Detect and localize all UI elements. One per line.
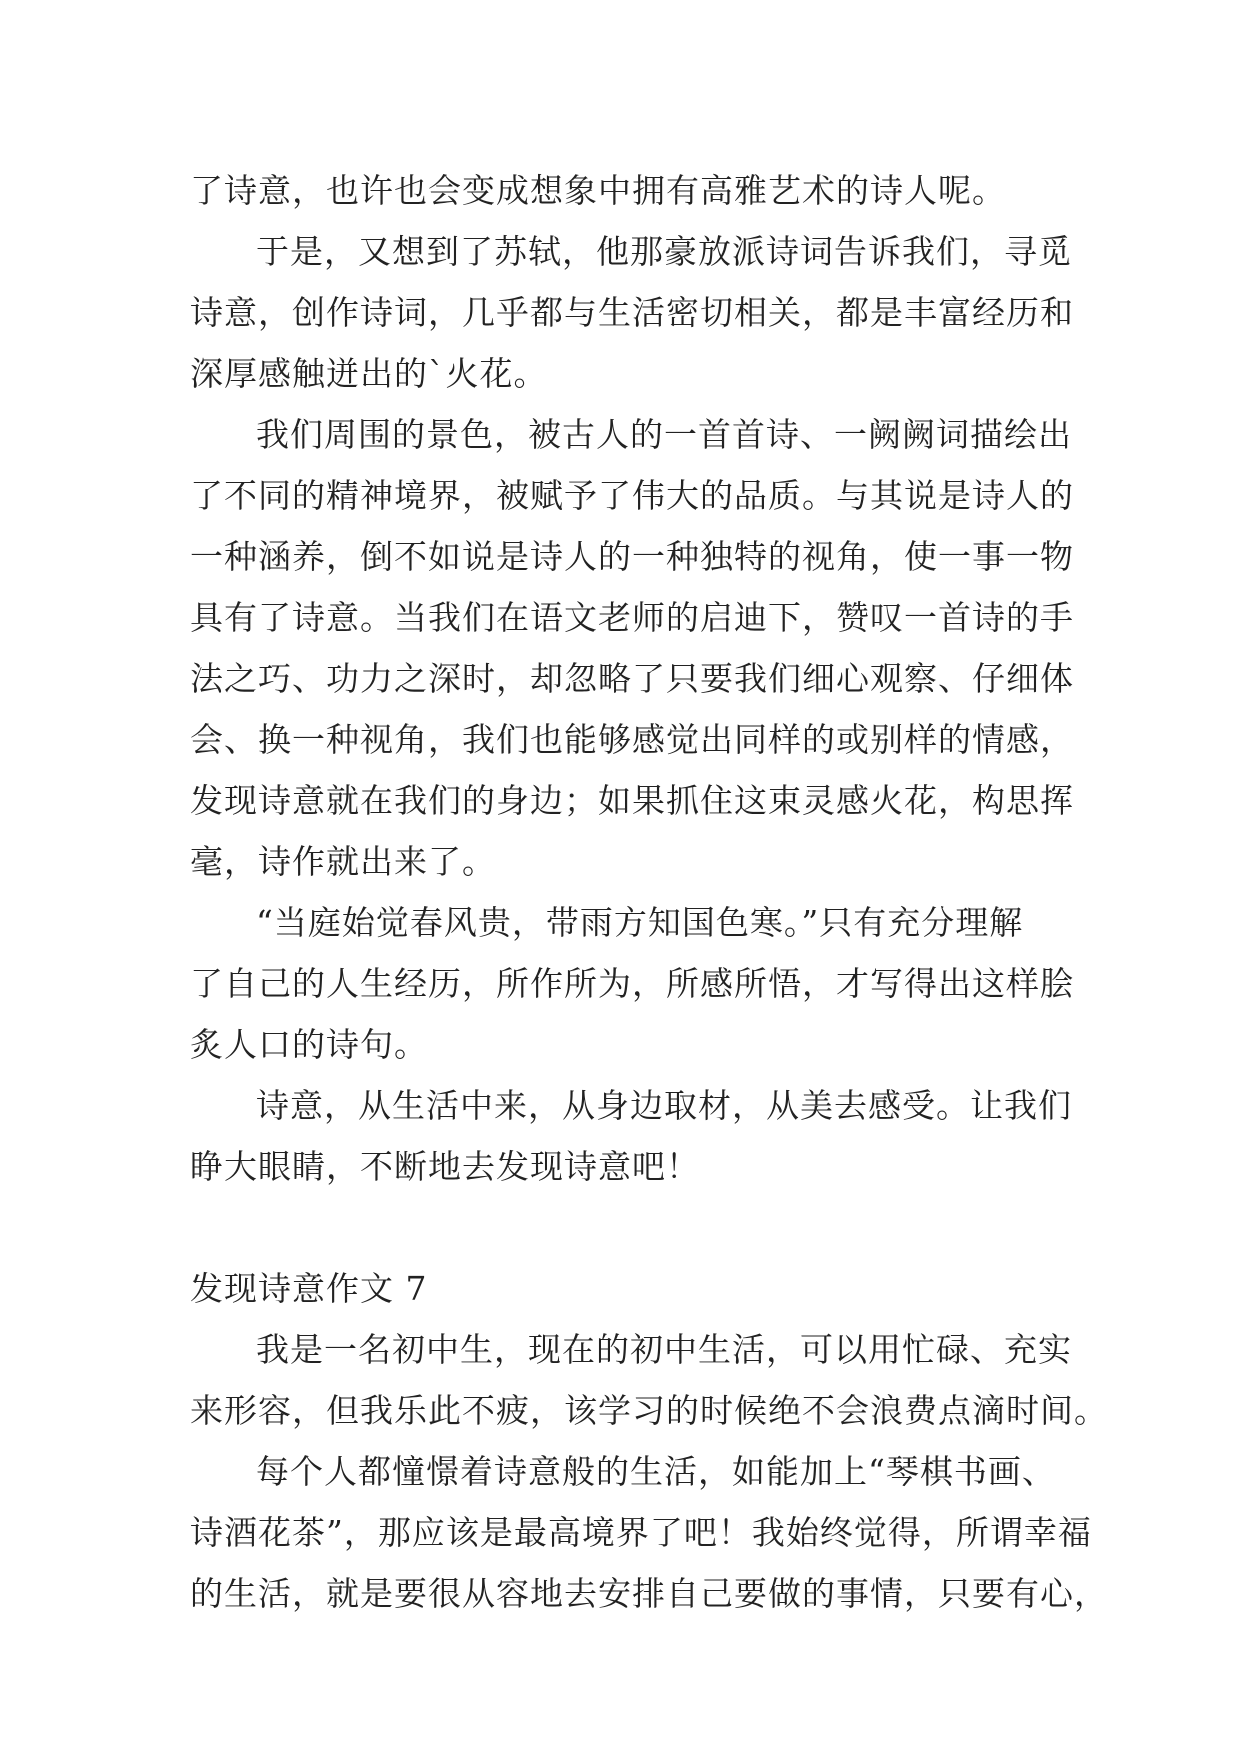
text-line: 诗酒花茶”，那应该是最高境界了吧！我始终觉得，所谓幸福 — [190, 1513, 1092, 1552]
text-line: 炙人口的诗句。 — [190, 1025, 428, 1064]
paragraph-7 — [190, 1441, 1108, 1624]
text-line: 诗意，创作诗词，几乎都与生活密切相关，都是丰富经历和 — [190, 293, 1074, 332]
section-heading: 发现诗意作文 7 — [190, 1269, 428, 1308]
text-line: 诗意，从生活中来，从身边取材，从美去感受。让我们 — [256, 1086, 1072, 1125]
text-line: 我们周围的景色，被古人的一首首诗、一阙阙词描绘出 — [256, 415, 1072, 454]
text-line: 了诗意，也许也会变成想象中拥有高雅艺术的诗人呢。 — [190, 171, 1006, 210]
text-line: 毫，诗作就出来了。 — [190, 842, 496, 881]
text-line: 法之巧、功力之深时，却忽略了只要我们细心观察、仔细体 — [190, 659, 1074, 698]
text-line: 睁大眼睛，不断地去发现诗意吧！ — [190, 1147, 700, 1186]
text-line: 具有了诗意。当我们在语文老师的启迪下，赞叹一首诗的手 — [190, 598, 1074, 637]
text-line: 深厚感触迸出的`火花。 — [190, 354, 548, 393]
text-line: 的生活，就是要很从容地去安排自己要做的事情，只要有心， — [190, 1574, 1108, 1613]
section-spacer — [190, 1197, 1070, 1258]
text-line: 了自己的人生经历，所作所为，所感所悟，才写得出这样脍 — [190, 964, 1074, 1003]
paragraph-3 — [190, 404, 1074, 892]
paragraph-2 — [190, 221, 1074, 404]
document-body — [190, 160, 1108, 1624]
text-line: 了不同的精神境界，被赋予了伟大的品质。与其说是诗人的 — [190, 476, 1074, 515]
text-line: 来形容，但我乐此不疲，该学习的时候绝不会浪费点滴时间。 — [190, 1391, 1108, 1430]
paragraph-6 — [190, 1319, 1108, 1441]
text-line: 一种涵养，倒不如说是诗人的一种独特的视角，使一事一物 — [190, 537, 1074, 576]
text-line: 会、换一种视角，我们也能够感觉出同样的或别样的情感， — [190, 720, 1074, 759]
paragraph-1 — [190, 160, 1070, 221]
paragraph-5 — [190, 1075, 1070, 1197]
text-line: 发现诗意就在我们的身边；如果抓住这束灵感火花，构思挥 — [190, 781, 1074, 820]
text-line: 每个人都憧憬着诗意般的生活，如能加上“琴棋书画、 — [256, 1452, 1056, 1491]
paragraph-4 — [190, 892, 1074, 1075]
text-line: 我是一名初中生，现在的初中生活，可以用忙碌、充实 — [256, 1330, 1072, 1369]
text-line: “当庭始觉春风贵，带雨方知国色寒。”只有充分理解 — [256, 903, 1024, 942]
text-line: 于是，又想到了苏轼，他那豪放派诗词告诉我们，寻觅 — [256, 232, 1072, 271]
